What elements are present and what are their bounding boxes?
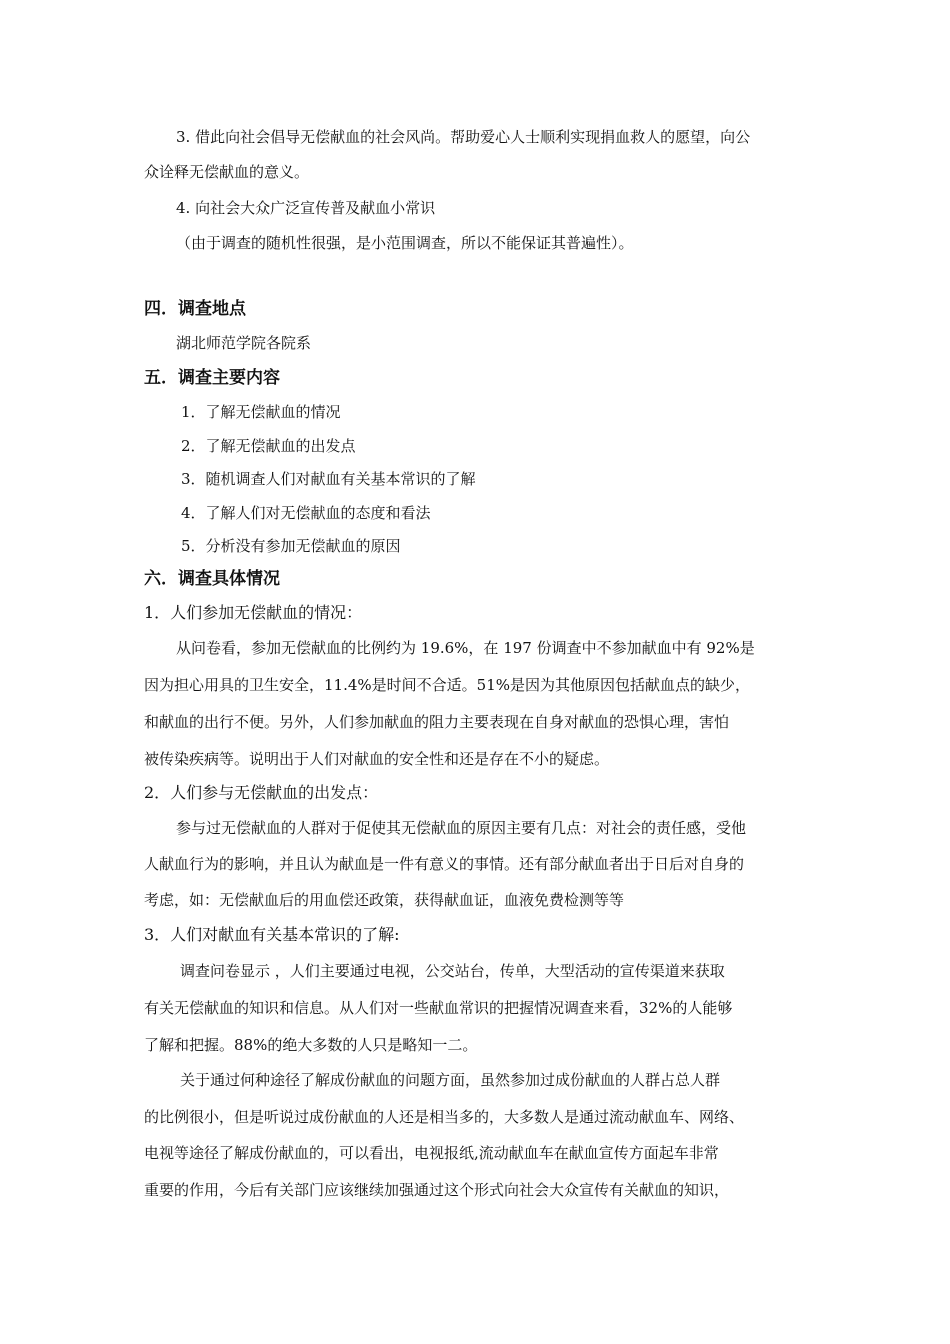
intro-item-4: 4. 向社会大众广泛宣传普及献血小常识 — [176, 199, 436, 217]
content-item-1: 1．了解无偿献血的情况 — [181, 403, 341, 421]
sub3-line-5: 的比例很小，但是听说过成份献血的人还是相当多的，大多数人是通过流动献血车、网络、 — [144, 1108, 745, 1126]
sub1-line-3: 和献血的出行不便。另外，人们参加献血的阻力主要表现在自身对献血的恐惧心理，害怕 — [144, 713, 730, 731]
sub2-line-3: 考虑，如：无偿献血后的用血偿还政策，获得献血证，血液免费检测等等 — [144, 891, 625, 909]
intro-note: （由于调查的随机性很强，是小范围调查，所以不能保证其普遍性）。 — [176, 234, 634, 252]
sub3-line-4: 关于通过何种途径了解成份献血的问题方面，虽然参加过成份献血的人群占总人群 — [180, 1071, 721, 1089]
content-item-4: 4．了解人们对无偿献血的态度和看法 — [181, 504, 431, 522]
section-5-heading: 五．调查主要内容 — [144, 368, 280, 388]
section-4-heading: 四．调查地点 — [144, 299, 246, 319]
intro-item-3-line-2: 众诠释无偿献血的意义。 — [144, 163, 310, 181]
sub3-line-7: 重要的作用，今后有关部门应该继续加强通过这个形式向社会大众宣传有关献血的知识， — [144, 1181, 730, 1199]
content-item-5: 5．分析没有参加无偿献血的原因 — [181, 537, 401, 555]
intro-item-3-line-1: 3. 借此向社会倡导无偿献血的社会风尚。帮助爱心人士顺利实现捐血救人的愿望，向公 — [176, 128, 751, 146]
sub2-line-1: 参与过无偿献血的人群对于促使其无偿献血的原因主要有几点：对社会的责任感，受他 — [176, 819, 747, 837]
survey-location: 湖北师范学院各院系 — [176, 334, 312, 352]
sub3-line-1: 调查问卷显示 ，人们主要通过电视，公交站台，传单，大型活动的宣传渠道来获取 — [180, 962, 725, 980]
subsection-1-heading: 1．人们参加无偿献血的情况： — [144, 603, 363, 622]
sub2-line-2: 人献血行为的影响，并且认为献血是一件有意义的事情。还有部分献血者出于日后对自身的 — [144, 855, 745, 873]
content-item-3: 3．随机调查人们对献血有关基本常识的了解 — [181, 470, 476, 488]
content-item-2: 2．了解无偿献血的出发点 — [181, 437, 356, 455]
sub1-line-1: 从问卷看，参加无偿献血的比例约为 19.6%，在 197 份调查中不参加献血中有 92%是 — [176, 639, 755, 657]
sub3-line-6: 电视等途径了解成份献血的，可以看出，电视报纸,流动献血车在献血宣传方面起车非常 — [144, 1144, 719, 1162]
sub3-line-2: 有关无偿献血的知识和信息。从人们对一些献血常识的把握情况调查来看，32%的人能够 — [144, 999, 733, 1017]
section-6-heading: 六．调查具体情况 — [144, 569, 280, 589]
subsection-3-heading: 3．人们对献血有关基本常识的了解: — [144, 925, 400, 944]
subsection-2-heading: 2．人们参与无偿献血的出发点： — [144, 783, 379, 802]
sub3-line-3: 了解和把握。88%的绝大多数的人只是略知一二。 — [144, 1036, 478, 1054]
sub1-line-2: 因为担心用具的卫生安全，11.4%是时间不合适。51%是因为其他原因包括献血点的缺少， — [144, 676, 750, 694]
sub1-line-4: 被传染疾病等。说明出于人们对献血的安全性和还是存在不小的疑虑。 — [144, 750, 610, 768]
